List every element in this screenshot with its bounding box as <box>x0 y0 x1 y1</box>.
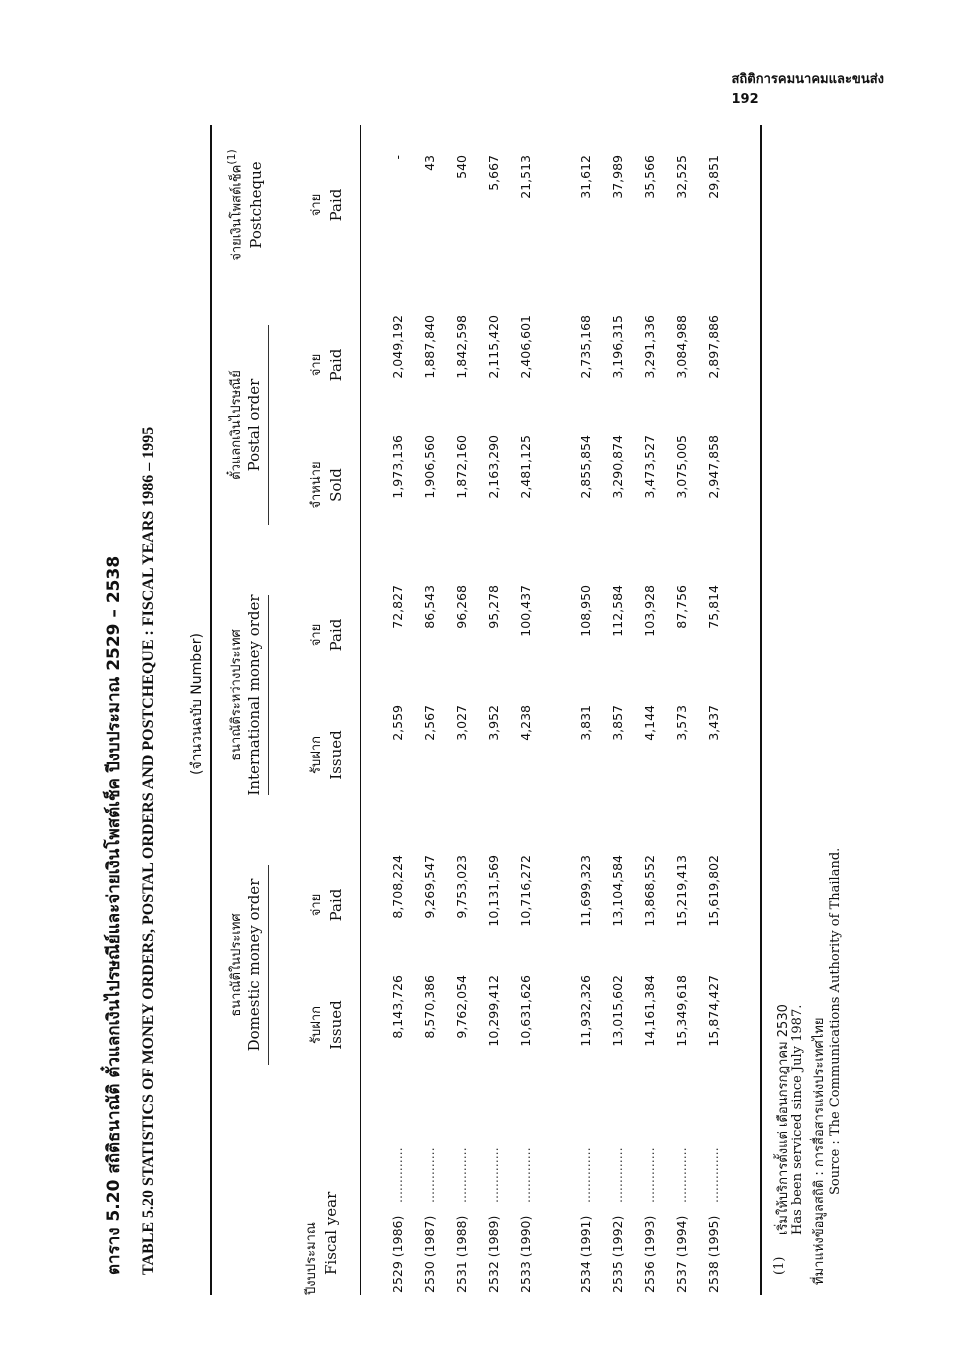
table-title-thai: ตาราง 5.20 สถิติธนาณัติ ตั๋วแลกเงินไปรษณีย์และจ่ายเงินโพสต์เช็ค ปีงบประมาณ 2529 – 2538 <box>104 555 124 1275</box>
group-postal-order-en: Postal order <box>245 378 263 472</box>
table-cell: 5,667 <box>486 155 501 191</box>
table-cell: 21,513 <box>518 155 533 199</box>
rotated-table-page <box>100 115 843 1315</box>
row-fiscal-year: 2531 (1988) <box>454 1215 469 1293</box>
table-cell: 4,238 <box>518 705 533 741</box>
table-cell: 1,887,840 <box>422 315 437 379</box>
table-cell: 86,543 <box>422 585 437 629</box>
table-cell: 3,084,988 <box>674 315 689 379</box>
table-cell: 2,897,886 <box>706 315 721 379</box>
table-cell: 540 <box>454 155 469 179</box>
table-cell: 15,619,802 <box>706 855 721 927</box>
table-cell: 9,753,023 <box>454 855 469 919</box>
table-cell: 15,874,427 <box>706 975 721 1047</box>
group-international-th: ธนาณัติระหว่างประเทศ <box>229 629 244 761</box>
row-leader-dots: .............. <box>422 1147 437 1203</box>
row-fiscal-year: 2529 (1986) <box>390 1215 405 1293</box>
table-cell: 3,857 <box>610 705 625 741</box>
row-leader-dots: .............. <box>642 1147 657 1203</box>
page-header <box>731 70 884 110</box>
footnote-ref-1: (1) <box>225 149 238 165</box>
col-international-issued-th: รับฝาก <box>309 735 324 775</box>
table-cell: 3,027 <box>454 705 469 741</box>
table-cell: 10,716,272 <box>518 855 533 927</box>
group-domestic-en: Domestic money order <box>245 878 263 1052</box>
table-cell: 37,989 <box>610 155 625 199</box>
table-cell: 9,269,547 <box>422 855 437 919</box>
table-cell: 2,163,290 <box>486 435 501 499</box>
table-cell: 3,952 <box>486 705 501 741</box>
table-cell: 2,406,601 <box>518 315 533 379</box>
table-cell: 3,473,527 <box>642 435 657 499</box>
table-cell: 8,708,224 <box>390 855 405 919</box>
table-cell: 8,143,726 <box>390 975 405 1039</box>
table-cell: - <box>390 155 405 160</box>
row-leader-dots: .............. <box>578 1147 593 1203</box>
col-domestic-issued-en: Issued <box>327 1000 345 1050</box>
col-postal-paid-en: Paid <box>327 348 345 382</box>
table-top-rule <box>210 125 212 1295</box>
col-postal-sold-en: Sold <box>327 468 345 502</box>
source-thai: ที่มาแห่งข้อมูลสถิติ : การสื่อสารแห่งประเทศไทย <box>812 1017 827 1285</box>
table-cell: 95,278 <box>486 585 501 629</box>
col-domestic-paid-en: Paid <box>327 888 345 922</box>
row-leader-dots: .............. <box>610 1147 625 1203</box>
table-cell: 87,756 <box>674 585 689 629</box>
table-cell: 75,814 <box>706 585 721 629</box>
table-cell: 9,762,054 <box>454 975 469 1039</box>
table-cell: 72,827 <box>390 585 405 629</box>
footnote-english: Has been serviced since July 1987. <box>790 1004 805 1235</box>
table-cell: 2,567 <box>422 705 437 741</box>
row-leader-dots: .............. <box>390 1147 405 1203</box>
table-cell: 2,481,125 <box>518 435 533 499</box>
row-leader-dots: .............. <box>674 1147 689 1203</box>
table-cell: 3,196,315 <box>610 315 625 379</box>
row-fiscal-year: 2530 (1987) <box>422 1215 437 1293</box>
group-postal-order-rule <box>268 325 269 525</box>
col-postal-sold-th: จำหน่าย <box>309 461 324 509</box>
unit-label: (จำนวนฉบับ Number) <box>189 633 205 775</box>
row-leader-dots: .............. <box>486 1147 501 1203</box>
col-domestic-issued-th: รับฝาก <box>309 1005 324 1045</box>
table-cell: 3,290,874 <box>610 435 625 499</box>
table-cell: 4,144 <box>642 705 657 741</box>
table-cell: 1,973,136 <box>390 435 405 499</box>
table-cell: 108,950 <box>578 585 593 637</box>
group-international-en: International money order <box>245 594 263 796</box>
table-cell: 13,015,602 <box>610 975 625 1047</box>
table-cell: 96,268 <box>454 585 469 629</box>
table-cell: 103,928 <box>642 585 657 637</box>
table-cell: 32,525 <box>674 155 689 199</box>
table-cell: 100,437 <box>518 585 533 637</box>
table-cell: 1,842,598 <box>454 315 469 379</box>
footnote-thai: เริ่มให้บริการตั้งแต่ เดือนกรกฎาคม 2530 <box>776 1004 791 1235</box>
header-bottom-rule <box>360 125 361 1295</box>
table-cell: 10,131,569 <box>486 855 501 927</box>
col-domestic-paid-th: จ่าย <box>309 893 324 917</box>
col-postcheque-paid-th: จ่าย <box>309 193 324 217</box>
row-leader-dots: .............. <box>518 1147 533 1203</box>
book-title: สถิติการคมนาคมและขนส่ง <box>731 72 884 87</box>
col-postcheque-paid-en: Paid <box>327 188 345 222</box>
row-fiscal-year: 2534 (1991) <box>578 1215 593 1293</box>
table-cell: 3,573 <box>674 705 689 741</box>
table-cell: 3,831 <box>578 705 593 741</box>
table-cell: 35,566 <box>642 155 657 199</box>
col-international-issued-en: Issued <box>327 730 345 780</box>
table-cell: 13,868,552 <box>642 855 657 927</box>
table-cell: 43 <box>422 155 437 171</box>
table-cell: 2,559 <box>390 705 405 741</box>
source-english: Source : The Communications Authority of Thailand. <box>828 847 843 1195</box>
table-cell: 11,932,326 <box>578 975 593 1047</box>
table-cell: 10,299,412 <box>486 975 501 1047</box>
group-postal-order-th: ตั๋วแลกเงินไปรษณีย์ <box>229 370 244 480</box>
table-cell: 10,631,626 <box>518 975 533 1047</box>
table-cell: 2,735,168 <box>578 315 593 379</box>
group-international-rule <box>268 595 269 795</box>
group-domestic-rule <box>268 865 269 1065</box>
row-fiscal-year: 2532 (1989) <box>486 1215 501 1293</box>
table-cell: 8,570,386 <box>422 975 437 1039</box>
col-international-paid-th: จ่าย <box>309 623 324 647</box>
table-title-english: TABLE 5.20 STATISTICS OF MONEY ORDERS, POSTAL ORDERS AND POSTCHEQUE : FISCAL YEARS 1986 – 1995 <box>140 426 157 1275</box>
row-fiscal-year: 2536 (1993) <box>642 1215 657 1293</box>
table-cell: 3,075,005 <box>674 435 689 499</box>
table-cell: 2,947,858 <box>706 435 721 499</box>
row-fiscal-year: 2538 (1995) <box>706 1215 721 1293</box>
col-postal-paid-th: จ่าย <box>309 353 324 377</box>
table-cell: 15,349,618 <box>674 975 689 1047</box>
row-leader-dots: .............. <box>454 1147 469 1203</box>
page-number: 192 <box>731 92 759 107</box>
table-cell: 1,872,160 <box>454 435 469 499</box>
col-fiscal-year-th: ปีงบประมาณ <box>304 1222 319 1295</box>
table-cell: 3,291,336 <box>642 315 657 379</box>
group-postcheque-en: Postcheque <box>247 161 265 249</box>
row-leader-dots: .............. <box>706 1147 721 1203</box>
row-fiscal-year: 2533 (1990) <box>518 1215 533 1293</box>
group-domestic-th: ธนาณัติในประเทศ <box>229 913 244 1017</box>
table-cell: 112,584 <box>610 585 625 637</box>
table-cell: 1,906,560 <box>422 435 437 499</box>
table-cell: 15,219,413 <box>674 855 689 927</box>
table-cell: 14,161,384 <box>642 975 657 1047</box>
table-cell: 29,851 <box>706 155 721 199</box>
footnote-marker: (1) <box>772 1256 787 1275</box>
table-cell: 31,612 <box>578 155 593 199</box>
table-cell: 3,437 <box>706 705 721 741</box>
table-cell: 2,855,854 <box>578 435 593 499</box>
table-cell: 13,104,584 <box>610 855 625 927</box>
table-cell: 2,115,420 <box>486 315 501 379</box>
group-postcheque-th: จ่ายเงินโพสต์เช็ค$^{(1)}$ <box>225 149 245 261</box>
table-cell: 2,049,192 <box>390 315 405 379</box>
table-bottom-rule <box>760 125 762 1295</box>
row-fiscal-year: 2535 (1992) <box>610 1215 625 1293</box>
row-fiscal-year: 2537 (1994) <box>674 1215 689 1293</box>
col-fiscal-year-en: Fiscal year <box>322 1191 340 1275</box>
col-international-paid-en: Paid <box>327 618 345 652</box>
table-cell: 11,699,323 <box>578 855 593 927</box>
